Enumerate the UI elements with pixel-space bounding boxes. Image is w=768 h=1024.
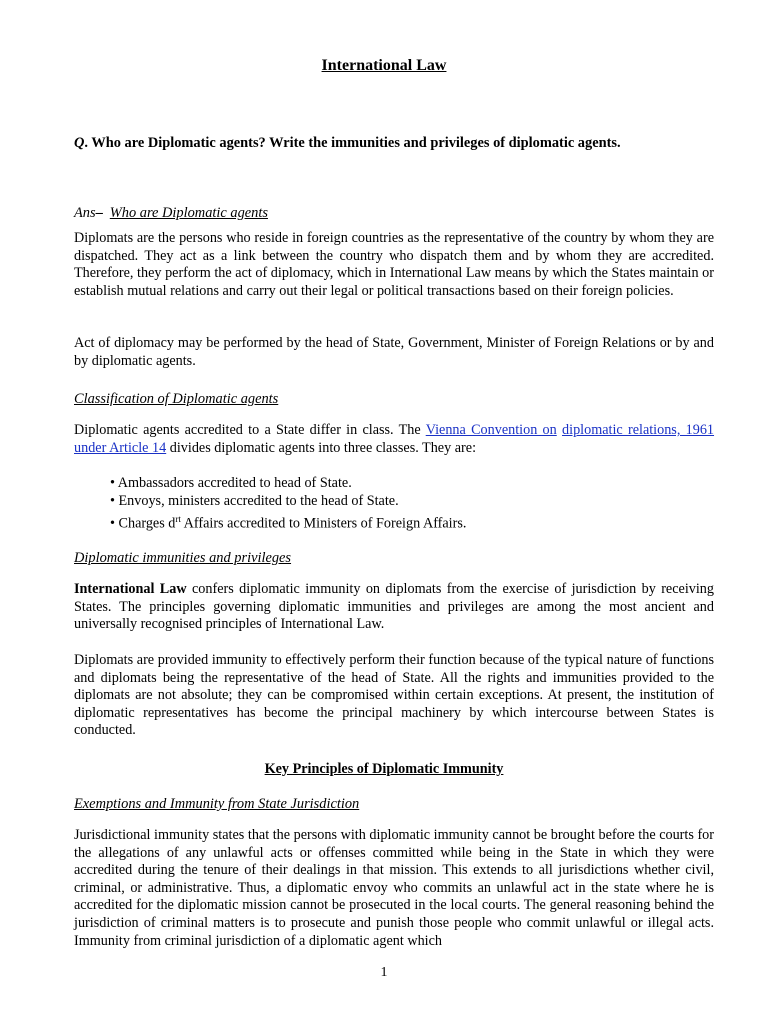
immunities-heading: Diplomatic immunities and privileges — [74, 550, 292, 566]
immunities-paragraph-2: Diplomats are provided immunity to effectively perform their function because of the typical nature of functions and diplomats being the representative of the head of State. All the rights and immunities provided to the diplomats are not absolute; they can be compromised within certain exceptions. At present, the institution of diplomatic representatives has become the principal machinery by which intercourse between States is conducted. — [74, 652, 714, 739]
vienna-convention-link[interactable]: Vienna Convention on — [425, 422, 557, 438]
list-item: • Envoys, ministers accredited to the head of State. — [110, 493, 399, 509]
bullet3-rest: Affairs accredited to Ministers of Foreign Affairs. — [180, 515, 467, 532]
list-item: • Ambassadors accredited to head of State. — [110, 475, 352, 491]
question-prefix: Q — [74, 135, 85, 151]
classification-paragraph — [74, 422, 714, 457]
page-number: 1 — [380, 965, 388, 980]
answer-heading-line — [74, 205, 268, 222]
answer-dash: – — [95, 205, 103, 221]
bullet3-start: • Charges d — [110, 515, 176, 532]
classes-list — [110, 474, 466, 533]
exemptions-subheading: Exemptions and Immunity from State Jurisdiction — [74, 796, 360, 812]
answer-prefix: Ans — [74, 205, 96, 221]
answer-paragraph-1: Diplomats are the persons who reside in foreign countries as the representative of the country by whom they are dispatched. They act as a link between the country who dispatch them and by whom they are accredited. Therefore, they perform the act of diplomacy, which in International Law means by which the States maintain or establish mutual relations and carry out their legal or political transactions based on their foreign policies. — [74, 230, 714, 299]
exemptions-paragraph: Jurisdictional immunity states that the persons with diplomatic immunity cannot be brought before the courts for the allegations of any unlawful acts or offenses committed while being in the State in which they were accredited during the tenure of their dealings in that mission. This extends to all jurisdictions whether civil, criminal, or administrative. Thus, a diplomatic envoy who commits an unlawful act in the state where he is accredited for the diplomatic mission cannot be prosecuted in the local courts. The general reasoning behind the jurisdiction of criminal matters is to prosecute and punish those people who commit unlawful or illegal acts. Immunity from criminal jurisdiction of a diplomatic agent which — [74, 827, 714, 949]
question-text: . Who are Diplomatic agents? Write the immunities and privileges of diplomatic agents. — [84, 135, 621, 151]
diplomatic-relations-link[interactable]: diplomatic relations, 1961 under Article 14 — [74, 422, 715, 456]
bullet3-sup: rt — [175, 514, 181, 524]
classification-text-after: divides diplomatic agents into three classes. They are: — [166, 439, 477, 456]
immunities-paragraph-1 — [74, 581, 714, 634]
international-law-bold: International Law — [74, 581, 187, 597]
document-title: International Law — [321, 57, 447, 74]
classification-text-before: Diplomatic agents accredited to a State differ in class. The — [74, 422, 426, 438]
key-principles-heading: Key Principles of Diplomatic Immunity — [264, 761, 504, 777]
classification-heading: Classification of Diplomatic agents — [74, 391, 279, 407]
list-item — [110, 510, 466, 533]
answer-heading: Who are Diplomatic agents — [109, 205, 268, 221]
question — [74, 135, 621, 152]
immunities-paragraph-1-rest: confers diplomatic immunity on diplomats from the exercise of jurisdiction by receiving States. The principles governing diplomatic immunities and privileges are among the most ancient and universally recognised principles of International Law. — [74, 581, 714, 633]
answer-paragraph-2: Act of diplomacy may be performed by the head of State, Government, Minister of Foreign Relations or by and by diplomatic agents. — [74, 335, 714, 369]
